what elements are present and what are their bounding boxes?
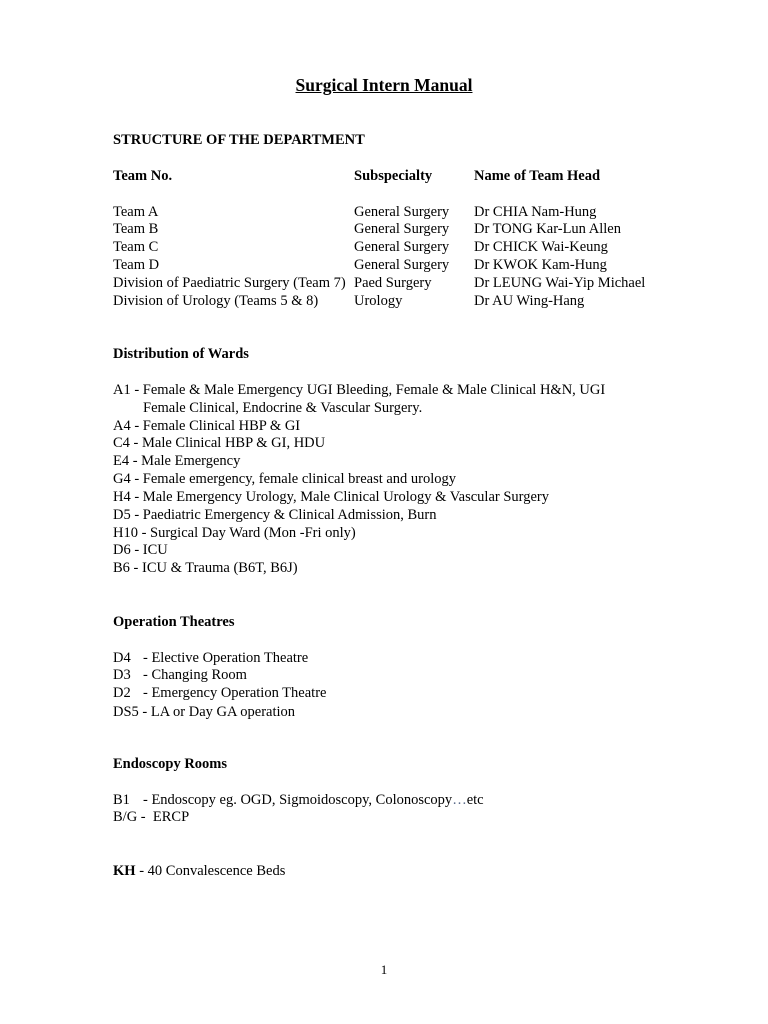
endoscopy-item (113, 808, 189, 826)
team-cell: Team D (113, 257, 160, 273)
theatre-code: DS5 (113, 704, 139, 720)
subspecialty-cell: General Surgery (354, 221, 450, 237)
theatre-desc: - Changing Room (143, 667, 247, 683)
endoscopy-desc-tail: etc (466, 792, 484, 808)
team-head-cell: Dr TONG Kar-Lun Allen (474, 221, 621, 237)
ward-item: G4 - Female emergency, female clinical breast and urology (113, 471, 457, 487)
ward-item: B6 - ICU & Trauma (B6T, B6J) (113, 560, 298, 576)
ward-item: H10 - Surgical Day Ward (Mon -Fri only) (113, 525, 356, 541)
theatre-desc: - Elective Operation Theatre (143, 650, 309, 666)
section-heading-theatres: Operation Theatres (113, 614, 235, 630)
column-header-subspecialty: Subspecialty (354, 168, 433, 184)
page-number: 1 (380, 962, 388, 977)
theatre-code: D3 (113, 667, 131, 683)
section-heading-endoscopy: Endoscopy Rooms (113, 756, 228, 772)
theatre-code: D2 (113, 685, 131, 701)
ward-item: D6 - ICU (113, 542, 168, 558)
subspecialty-cell: General Surgery (354, 257, 450, 273)
team-head-cell: Dr KWOK Kam-Hung (474, 257, 607, 273)
endoscopy-code: B/G - (113, 809, 146, 825)
theatre-desc: - Emergency Operation Theatre (143, 685, 327, 701)
ward-item: A4 - Female Clinical HBP & GI (113, 418, 301, 434)
team-head-cell: Dr LEUNG Wai-Yip Michael (474, 275, 646, 291)
ward-item-continuation: Female Clinical, Endocrine & Vascular Surgery. (143, 400, 423, 416)
subspecialty-cell: Urology (354, 293, 403, 309)
theatre-desc: - LA or Day GA operation (142, 704, 296, 720)
team-cell: Division of Paediatric Surgery (Team 7) (113, 275, 346, 291)
ward-item: D5 - Paediatric Emergency & Clinical Admission, Burn (113, 507, 437, 523)
ward-item: C4 - Male Clinical HBP & GI, HDU (113, 435, 326, 451)
page-title: Surgical Intern Manual (295, 75, 473, 95)
endoscopy-desc: ERCP (152, 809, 190, 825)
subspecialty-cell: Paed Surgery (354, 275, 432, 291)
team-cell: Team C (113, 239, 159, 255)
theatre-item (113, 684, 326, 702)
team-head-cell: Dr CHICK Wai-Keung (474, 239, 608, 255)
column-header-head: Name of Team Head (474, 168, 601, 184)
theatre-item (113, 649, 308, 667)
ward-item: H4 - Male Emergency Urology, Male Clinical Urology & Vascular Surgery (113, 489, 549, 505)
kh-item (113, 862, 285, 880)
team-cell: Division of Urology (Teams 5 & 8) (113, 293, 319, 309)
theatre-code: D4 (113, 650, 131, 666)
team-head-cell: Dr AU Wing-Hang (474, 293, 585, 309)
endoscopy-desc: - Endoscopy eg. OGD, Sigmoidoscopy, Colonoscopy (143, 792, 453, 808)
theatre-item (113, 703, 295, 721)
team-head-cell: Dr CHIA Nam-Hung (474, 204, 597, 220)
kh-code: KH (113, 863, 136, 879)
subspecialty-cell: General Surgery (354, 239, 450, 255)
theatre-item (113, 666, 247, 684)
team-cell: Team B (113, 221, 159, 237)
column-header-team: Team No. (113, 168, 173, 184)
section-heading-structure: STRUCTURE OF THE DEPARTMENT (113, 132, 365, 148)
ward-item: A1 - Female & Male Emergency UGI Bleeding, Female & Male Clinical H&N, UGI (113, 382, 606, 398)
ward-item: E4 - Male Emergency (113, 453, 241, 469)
kh-desc: - 40 Convalescence Beds (135, 863, 286, 879)
ellipsis: … (452, 792, 467, 808)
endoscopy-item (113, 791, 484, 809)
subspecialty-cell: General Surgery (354, 204, 450, 220)
team-cell: Team A (113, 204, 159, 220)
section-heading-wards: Distribution of Wards (113, 346, 249, 362)
endoscopy-code: B1 (113, 792, 130, 808)
